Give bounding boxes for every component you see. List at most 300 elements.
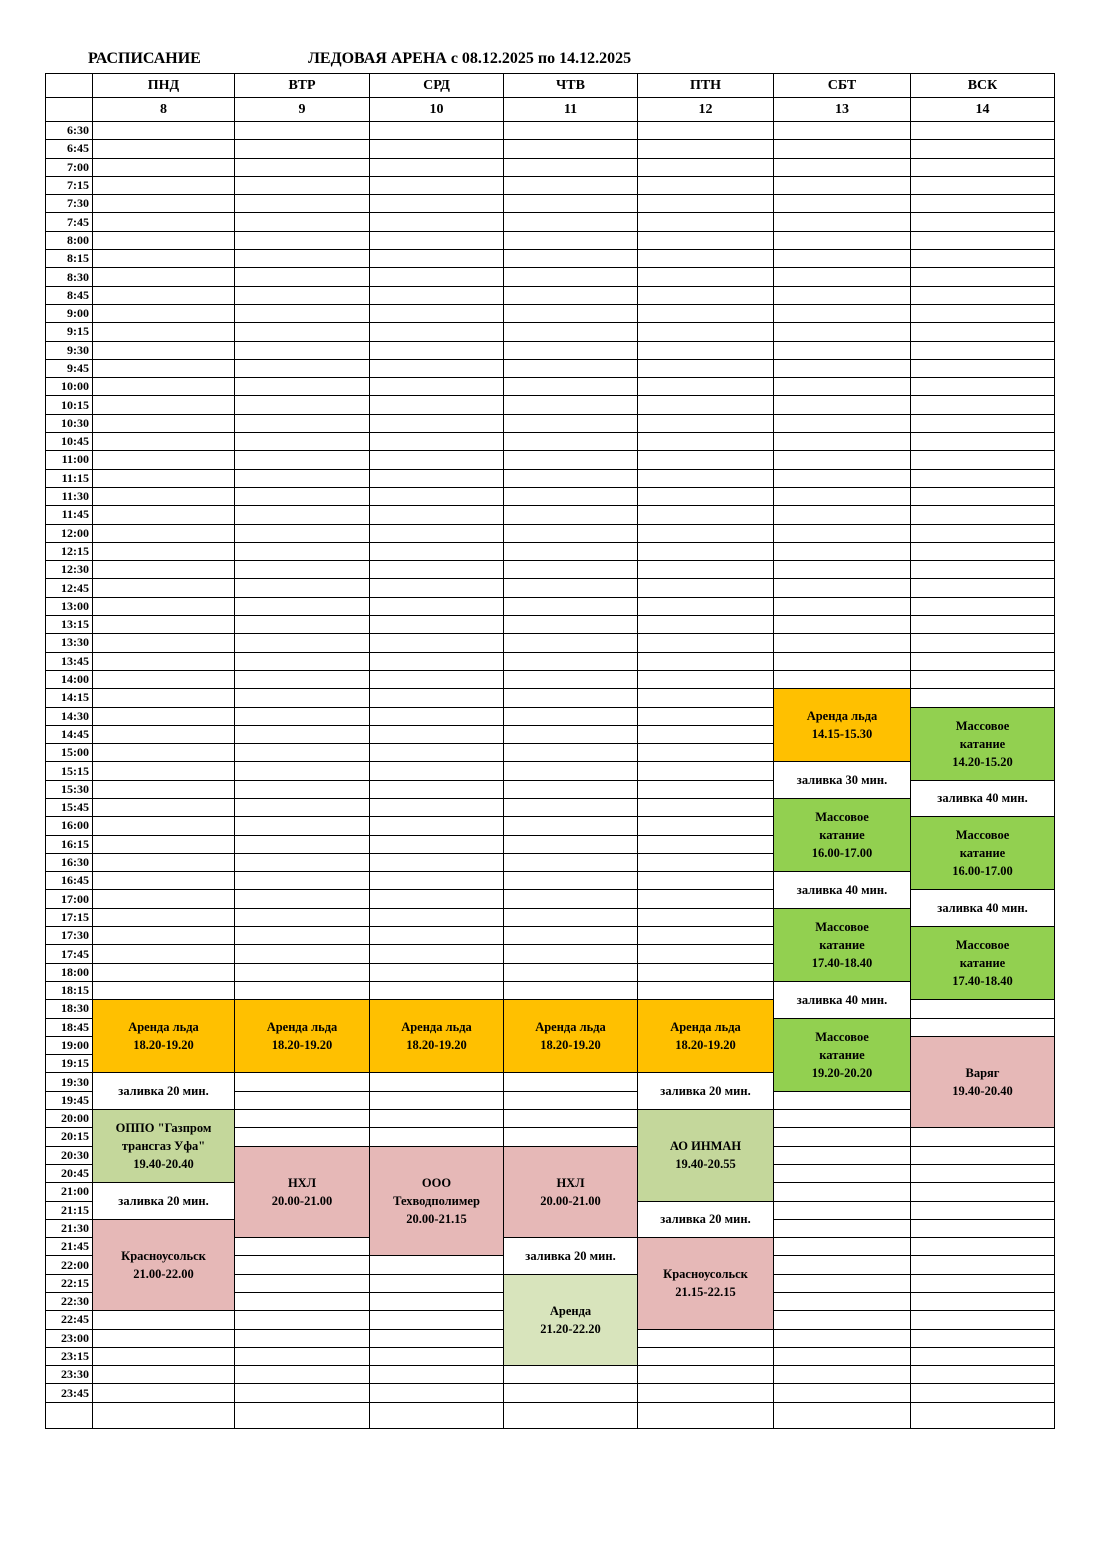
time-slot-row (46, 122, 1055, 140)
empty-slot (504, 579, 638, 597)
empty-slot (504, 689, 638, 707)
day-names-row (46, 74, 1055, 98)
time-slot-row (46, 524, 1055, 542)
empty-slot (911, 195, 1055, 213)
time-label: 16:45 (46, 872, 93, 890)
ice-resurfacing-note: заливка 40 мин. (911, 890, 1055, 927)
empty-slot (235, 1293, 370, 1311)
empty-slot (504, 451, 638, 469)
empty-slot (370, 945, 504, 963)
empty-slot (235, 670, 370, 688)
empty-slot (774, 1384, 911, 1402)
time-label: 12:15 (46, 542, 93, 560)
empty-slot (504, 908, 638, 926)
empty-slot (774, 268, 911, 286)
empty-slot (370, 762, 504, 780)
empty-slot (370, 1347, 504, 1365)
empty-slot (235, 213, 370, 231)
time-label: 16:30 (46, 853, 93, 871)
time-slot-row (46, 872, 1055, 890)
empty-slot (93, 231, 235, 249)
empty-slot (774, 597, 911, 615)
empty-slot (370, 286, 504, 304)
corner-cell (46, 98, 93, 122)
empty-slot (504, 835, 638, 853)
empty-slot (370, 670, 504, 688)
empty-slot (638, 725, 774, 743)
schedule-title: РАСПИСАНИЕ (88, 50, 201, 67)
empty-slot (504, 378, 638, 396)
empty-slot (370, 1091, 504, 1109)
event-block: Массовое катание 16.00-17.00 (774, 798, 911, 871)
empty-slot (504, 158, 638, 176)
time-slot-row (46, 597, 1055, 615)
empty-slot (638, 908, 774, 926)
empty-slot (370, 268, 504, 286)
day-name: ПТН (638, 74, 774, 98)
event-block: Массовое катание 16.00-17.00 (911, 817, 1055, 890)
time-slot-row (46, 469, 1055, 487)
empty-slot (370, 542, 504, 560)
event-block: Массовое катание 17.40-18.40 (774, 908, 911, 981)
arena-period-title: ЛЕДОВАЯ АРЕНА с 08.12.2025 по 14.12.2025 (308, 50, 632, 67)
dates-row (46, 98, 1055, 122)
empty-slot (93, 323, 235, 341)
event-block: Аренда льда 18.20-19.20 (638, 1000, 774, 1073)
time-slot-row (46, 908, 1055, 926)
empty-slot (235, 707, 370, 725)
time-label: 15:30 (46, 780, 93, 798)
day-name: СБТ (774, 74, 911, 98)
empty-slot (504, 542, 638, 560)
empty-slot (235, 158, 370, 176)
empty-slot (370, 981, 504, 999)
time-slot-row (46, 414, 1055, 432)
time-label: 23:00 (46, 1329, 93, 1347)
empty-slot (93, 1384, 235, 1402)
day-date: 9 (235, 98, 370, 122)
time-label: 20:15 (46, 1128, 93, 1146)
empty-slot (504, 597, 638, 615)
empty-slot (504, 1073, 638, 1091)
empty-slot (638, 853, 774, 871)
empty-slot (235, 579, 370, 597)
empty-slot (235, 744, 370, 762)
empty-slot (235, 725, 370, 743)
event-block: ООО Техводполимер 20.00-21.15 (370, 1146, 504, 1256)
empty-slot (911, 1293, 1055, 1311)
empty-slot (235, 524, 370, 542)
empty-slot (504, 853, 638, 871)
empty-slot (911, 304, 1055, 322)
empty-slot (774, 634, 911, 652)
event-block: Массовое катание 19.20-20.20 (774, 1018, 911, 1091)
empty-slot (504, 341, 638, 359)
empty-slot (504, 359, 638, 377)
empty-slot (774, 524, 911, 542)
empty-slot (235, 268, 370, 286)
empty-slot (235, 853, 370, 871)
ice-resurfacing-note: заливка 30 мин. (774, 762, 911, 799)
empty-slot (504, 652, 638, 670)
empty-slot (911, 396, 1055, 414)
time-label: 11:45 (46, 506, 93, 524)
empty-slot (235, 341, 370, 359)
empty-slot (370, 323, 504, 341)
empty-slot (774, 1329, 911, 1347)
time-label: 22:30 (46, 1293, 93, 1311)
empty-slot (370, 1293, 504, 1311)
empty-slot (774, 1201, 911, 1219)
day-date: 11 (504, 98, 638, 122)
empty-slot (504, 780, 638, 798)
empty-slot (911, 176, 1055, 194)
empty-slot (504, 250, 638, 268)
empty-slot (370, 396, 504, 414)
empty-slot (638, 140, 774, 158)
empty-slot (774, 1347, 911, 1365)
empty-slot (370, 1366, 504, 1384)
empty-slot (370, 341, 504, 359)
time-slot-row (46, 689, 1055, 707)
empty-slot (370, 487, 504, 505)
empty-slot (235, 1238, 370, 1256)
empty-slot (774, 487, 911, 505)
empty-slot (93, 707, 235, 725)
empty-slot (638, 579, 774, 597)
empty-slot (638, 652, 774, 670)
empty-slot (93, 798, 235, 816)
time-label: 10:45 (46, 433, 93, 451)
empty-slot (911, 524, 1055, 542)
ice-resurfacing-note: заливка 40 мин. (774, 981, 911, 1018)
empty-slot (638, 195, 774, 213)
empty-slot (93, 1311, 235, 1329)
empty-slot (93, 286, 235, 304)
time-label: 19:45 (46, 1091, 93, 1109)
empty-slot (370, 378, 504, 396)
empty-slot (911, 414, 1055, 432)
empty-slot (370, 359, 504, 377)
empty-slot (911, 1384, 1055, 1402)
time-label: 18:15 (46, 981, 93, 999)
empty-slot (93, 176, 235, 194)
empty-slot (774, 378, 911, 396)
empty-slot (774, 1274, 911, 1292)
empty-slot (370, 469, 504, 487)
empty-slot (638, 1402, 774, 1428)
time-label: 23:45 (46, 1384, 93, 1402)
time-slot-row (46, 140, 1055, 158)
empty-slot (235, 542, 370, 560)
empty-slot (235, 195, 370, 213)
empty-slot (235, 359, 370, 377)
time-label: 7:45 (46, 213, 93, 231)
empty-slot (370, 835, 504, 853)
empty-slot (638, 780, 774, 798)
empty-slot (504, 176, 638, 194)
empty-slot (93, 762, 235, 780)
empty-slot (774, 1146, 911, 1164)
time-label: 13:30 (46, 634, 93, 652)
empty-slot (911, 1311, 1055, 1329)
empty-slot (235, 1329, 370, 1347)
empty-slot (235, 176, 370, 194)
time-slot-row (46, 433, 1055, 451)
event-block: ОППО "Газпром трансгаз Уфа" 19.40-20.40 (93, 1110, 235, 1183)
empty-slot (235, 597, 370, 615)
empty-slot (638, 506, 774, 524)
empty-slot (774, 1091, 911, 1109)
time-label: 19:30 (46, 1073, 93, 1091)
empty-slot (504, 707, 638, 725)
empty-slot (93, 561, 235, 579)
time-slot-row (46, 634, 1055, 652)
empty-slot (370, 1384, 504, 1402)
empty-slot (370, 433, 504, 451)
event-block: Массовое катание 17.40-18.40 (911, 927, 1055, 1000)
empty-slot (93, 872, 235, 890)
empty-slot (504, 469, 638, 487)
time-slot-row (46, 158, 1055, 176)
empty-slot (93, 268, 235, 286)
day-name: СРД (370, 74, 504, 98)
empty-slot (638, 817, 774, 835)
empty-slot (774, 359, 911, 377)
empty-slot (93, 579, 235, 597)
empty-slot (93, 927, 235, 945)
time-slot-row (46, 341, 1055, 359)
empty-slot (93, 1329, 235, 1347)
time-label: 18:00 (46, 963, 93, 981)
empty-slot (93, 652, 235, 670)
empty-slot (504, 670, 638, 688)
empty-slot (504, 506, 638, 524)
empty-slot (504, 725, 638, 743)
empty-slot (911, 597, 1055, 615)
empty-slot (774, 579, 911, 597)
empty-slot (235, 1311, 370, 1329)
time-label: 6:30 (46, 122, 93, 140)
time-slot-row (46, 250, 1055, 268)
empty-slot (638, 927, 774, 945)
empty-slot (235, 506, 370, 524)
time-label: 18:30 (46, 1000, 93, 1018)
empty-slot (911, 1329, 1055, 1347)
event-block: Красноусольск 21.00-22.00 (93, 1219, 235, 1310)
empty-slot (235, 835, 370, 853)
empty-slot (638, 433, 774, 451)
empty-slot (235, 689, 370, 707)
empty-slot (638, 359, 774, 377)
time-label: 17:15 (46, 908, 93, 926)
empty-slot (774, 542, 911, 560)
empty-slot (370, 579, 504, 597)
empty-slot (638, 945, 774, 963)
empty-slot (235, 433, 370, 451)
empty-slot (911, 268, 1055, 286)
empty-slot (638, 542, 774, 560)
empty-slot (235, 414, 370, 432)
time-label: 10:30 (46, 414, 93, 432)
time-slot-row (46, 652, 1055, 670)
empty-slot (504, 1366, 638, 1384)
empty-slot (774, 451, 911, 469)
empty-slot (504, 963, 638, 981)
empty-slot (638, 213, 774, 231)
time-label: 7:00 (46, 158, 93, 176)
empty-slot (370, 597, 504, 615)
empty-slot (93, 689, 235, 707)
time-label: 16:00 (46, 817, 93, 835)
time-slot-row (46, 378, 1055, 396)
empty-slot (638, 890, 774, 908)
empty-slot (911, 670, 1055, 688)
empty-slot (370, 506, 504, 524)
time-label: 22:45 (46, 1311, 93, 1329)
empty-slot (93, 433, 235, 451)
empty-slot (774, 1256, 911, 1274)
empty-slot (911, 469, 1055, 487)
empty-slot (93, 542, 235, 560)
empty-slot (504, 286, 638, 304)
empty-slot (504, 1384, 638, 1402)
empty-slot (911, 561, 1055, 579)
empty-slot (638, 396, 774, 414)
empty-slot (638, 487, 774, 505)
time-label: 17:45 (46, 945, 93, 963)
empty-slot (911, 1366, 1055, 1384)
empty-slot (774, 1110, 911, 1128)
empty-slot (93, 945, 235, 963)
empty-slot (911, 1201, 1055, 1219)
empty-slot (911, 487, 1055, 505)
empty-slot (638, 1329, 774, 1347)
empty-slot (235, 396, 370, 414)
event-block: Аренда льда 18.20-19.20 (93, 1000, 235, 1073)
empty-slot (504, 396, 638, 414)
empty-slot (93, 396, 235, 414)
time-label: 11:00 (46, 451, 93, 469)
empty-slot (774, 140, 911, 158)
empty-slot (93, 963, 235, 981)
empty-slot (774, 176, 911, 194)
empty-slot (504, 890, 638, 908)
empty-slot (235, 1091, 370, 1109)
time-slot-row (46, 670, 1055, 688)
event-block: Аренда льда 18.20-19.20 (504, 1000, 638, 1073)
empty-slot (911, 451, 1055, 469)
empty-slot (235, 652, 370, 670)
empty-slot (504, 561, 638, 579)
empty-slot (504, 122, 638, 140)
empty-slot (370, 963, 504, 981)
time-label: 16:15 (46, 835, 93, 853)
empty-slot (638, 304, 774, 322)
time-label: 12:00 (46, 524, 93, 542)
empty-slot (235, 1366, 370, 1384)
time-label: 20:00 (46, 1110, 93, 1128)
empty-slot (235, 616, 370, 634)
time-label: 14:00 (46, 670, 93, 688)
empty-slot (504, 927, 638, 945)
time-slot-row (46, 616, 1055, 634)
empty-slot (638, 231, 774, 249)
event-block: Аренда льда 18.20-19.20 (370, 1000, 504, 1073)
empty-slot (774, 469, 911, 487)
empty-slot (911, 323, 1055, 341)
time-slot-row (46, 981, 1055, 999)
empty-slot (504, 1128, 638, 1146)
time-label: 19:15 (46, 1055, 93, 1073)
empty-slot (638, 378, 774, 396)
time-label: 9:45 (46, 359, 93, 377)
empty-slot (638, 158, 774, 176)
time-label: 13:45 (46, 652, 93, 670)
time-label: 13:00 (46, 597, 93, 615)
empty-slot (235, 945, 370, 963)
empty-slot (911, 1164, 1055, 1182)
empty-slot (638, 451, 774, 469)
empty-slot (911, 1274, 1055, 1292)
empty-slot (235, 122, 370, 140)
empty-slot (370, 725, 504, 743)
day-date: 8 (93, 98, 235, 122)
day-date: 12 (638, 98, 774, 122)
empty-slot (504, 762, 638, 780)
empty-slot (774, 670, 911, 688)
empty-slot (93, 250, 235, 268)
empty-slot (235, 872, 370, 890)
empty-slot (504, 798, 638, 816)
event-block: Аренда 21.20-22.20 (504, 1274, 638, 1365)
empty-slot (911, 1000, 1055, 1018)
time-label: 8:30 (46, 268, 93, 286)
empty-slot (911, 359, 1055, 377)
time-label: 22:15 (46, 1274, 93, 1292)
time-label: 15:15 (46, 762, 93, 780)
empty-slot (370, 780, 504, 798)
time-label: 22:00 (46, 1256, 93, 1274)
time-label: 8:00 (46, 231, 93, 249)
empty-slot (774, 1219, 911, 1237)
empty-slot (638, 963, 774, 981)
empty-slot (638, 616, 774, 634)
empty-slot (774, 396, 911, 414)
empty-slot (504, 323, 638, 341)
empty-slot (504, 981, 638, 999)
empty-slot (370, 927, 504, 945)
empty-slot (93, 158, 235, 176)
empty-slot (638, 524, 774, 542)
time-label: 20:45 (46, 1164, 93, 1182)
empty-slot (504, 433, 638, 451)
event-block: НХЛ 20.00-21.00 (235, 1146, 370, 1237)
empty-slot (911, 1402, 1055, 1428)
empty-slot (93, 213, 235, 231)
time-label: 15:00 (46, 744, 93, 762)
empty-slot (638, 1347, 774, 1365)
empty-slot (638, 744, 774, 762)
day-name: ЧТВ (504, 74, 638, 98)
empty-slot (235, 780, 370, 798)
empty-slot (370, 231, 504, 249)
time-label: 21:45 (46, 1238, 93, 1256)
empty-slot (370, 451, 504, 469)
empty-slot (370, 176, 504, 194)
empty-slot (638, 835, 774, 853)
empty-slot (638, 872, 774, 890)
